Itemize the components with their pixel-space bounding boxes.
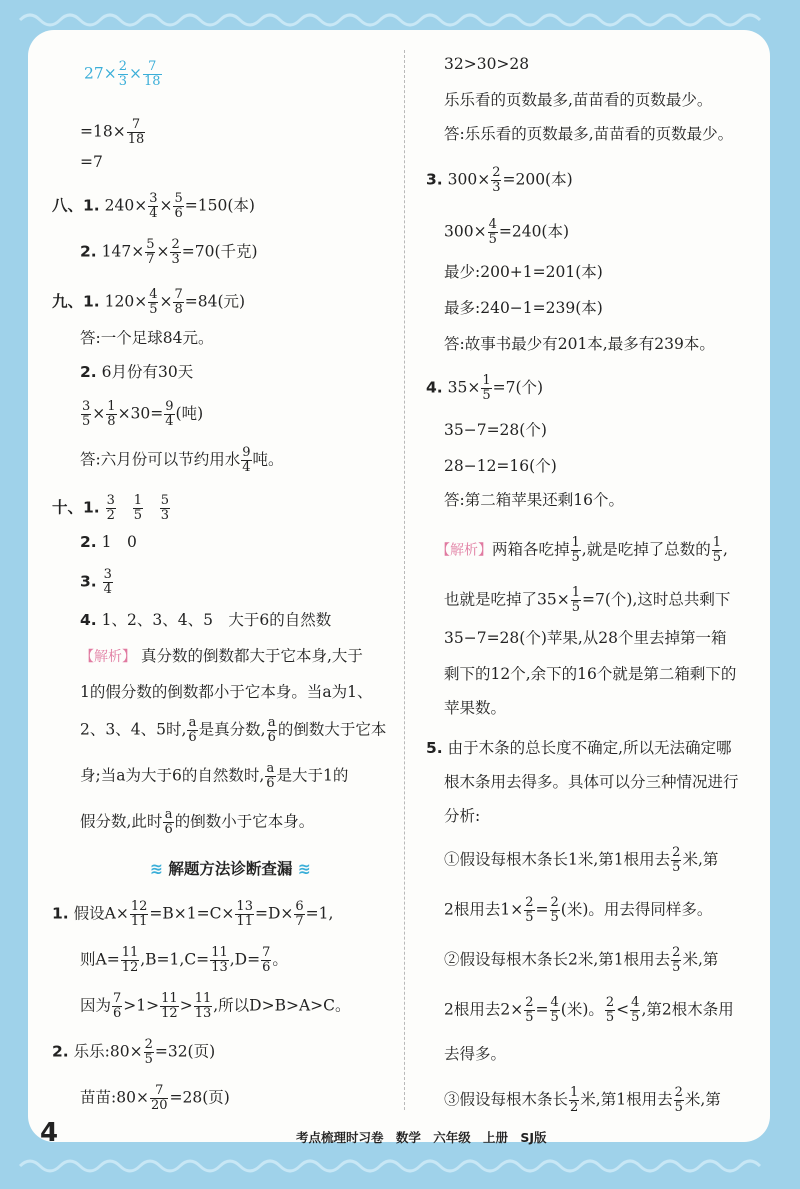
question-10-2: 2. 1 0 xyxy=(80,533,137,551)
text-line: 去得多。 xyxy=(444,1045,507,1063)
case-3: ③假设每根木条长 $\frac{1}{2}$ 米,第1根用去 $\frac{2}{5}$ 米,第 xyxy=(444,1085,721,1115)
calc-line: 因为 $\frac{7}{6}$ >1> $\frac{11}{12}$ > $\frac{11}{13}$ ,所以D>B>A>C。 xyxy=(80,991,351,1021)
page-number: 4 xyxy=(40,1118,59,1148)
answer-text: 答:第二箱苹果还剩16个。 xyxy=(444,491,624,509)
text-line: 根木条用去得多。具体可以分三种情况进行 xyxy=(444,773,739,791)
text-line: 乐乐看的页数最多,苗苗看的页数最少。 xyxy=(444,91,713,109)
question-3: 3. 300× $\frac{2}{3}$ =200(本) xyxy=(426,165,573,195)
calc-line: 最少:200+1=201(本) xyxy=(444,263,603,281)
column-divider xyxy=(404,50,405,1110)
analysis-line: 【解析】 真分数的倒数都大于它本身,大于 xyxy=(80,647,363,665)
calc-line: 则A= $\frac{11}{12}$ ,B=1,C= $\frac{11}{13}$ ,D= $\frac{7}{6}$ 。 xyxy=(80,945,288,975)
analysis-tag: 【解析】 xyxy=(436,542,492,559)
calc-line: =18× $\frac{7}{18}$ xyxy=(80,117,145,147)
case-1: ①假设每根木条长1米,第1根用去 $\frac{2}{5}$ 米,第 xyxy=(444,845,719,875)
analysis-line: 【解析】两箱各吃掉 $\frac{1}{5}$ ,就是吃掉了总数的 $\frac{1}{5}$ , xyxy=(436,535,728,565)
calc-line: 苗苗:80× $\frac{7}{20}$ =28(页) xyxy=(80,1083,230,1113)
analysis-line: 剩下的12个,余下的16个就是第二箱剩下的 xyxy=(444,665,737,683)
analysis-line: 假分数,此时 $\frac{a}{6}$ 的倒数小于它本身。 xyxy=(80,807,315,837)
answer-text: 答:六月份可以节约用水 $\frac{9}{4}$ 吨。 xyxy=(80,445,284,475)
text-line: 分析: xyxy=(444,807,481,825)
analysis-line: 1的假分数的倒数都小于它本身。当a为1、 xyxy=(80,683,373,701)
question-9-1: 九、1. 120× $\frac{4}{5}$ × $\frac{7}{8}$ =84(元) xyxy=(52,287,246,317)
method-1: 1. 假设A× $\frac{12}{11}$ =B×1=C× $\frac{13}{11}$ =D× $\frac{6}{7}$ =1, xyxy=(52,899,334,929)
calc-line: 2根用去2× $\frac{2}{5}$ = $\frac{4}{5}$ (米)。 $\frac{2}{5}$ < $\frac{4}{5}$ ,第2根木条用 xyxy=(444,995,734,1025)
analysis-line: 身;当a为大于6的自然数时, $\frac{a}{6}$ 是大于1的 xyxy=(80,761,349,791)
question-9-2: 2. 6月份有30天 xyxy=(80,363,194,381)
question-8-2: 2. 147× $\frac{5}{7}$ × $\frac{2}{3}$ =70(千克) xyxy=(80,237,258,267)
analysis-line: 苹果数。 xyxy=(444,699,507,717)
question-8-1: 八、1. 240× $\frac{3}{4}$ × $\frac{5}{6}$ =150(本) xyxy=(52,191,255,221)
calc-line: 27× $\frac{2}{3}$ × $\frac{7}{18}$ xyxy=(84,59,161,89)
analysis-line: 2、3、4、5时, $\frac{a}{6}$ 是真分数, $\frac{a}{6}$ 的倒数大于它本 xyxy=(80,715,387,745)
question-10-1: 十、1. $\frac{3}{2}$ $\frac{1}{5}$ $\frac{5}{3}$ xyxy=(52,493,170,523)
answer-text: 答:乐乐看的页数最多,苗苗看的页数最少。 xyxy=(444,125,734,143)
question-5: 5. 由于木条的总长度不确定,所以无法确定哪 xyxy=(426,739,732,757)
calc-line: 300× $\frac{4}{5}$ =240(本) xyxy=(444,217,570,247)
footer-book-info: 考点梳理时习卷 数学 六年级 上册 SJ版 xyxy=(296,1130,547,1145)
calc-line: 最多:240−1=239(本) xyxy=(444,299,603,317)
analysis-line: 35−7=28(个)苹果,从28个里去掉第一箱 xyxy=(444,629,727,647)
question-4: 4. 35× $\frac{1}{5}$ =7(个) xyxy=(426,373,544,403)
case-2: ②假设每根木条长2米,第1根用去 $\frac{2}{5}$ 米,第 xyxy=(444,945,719,975)
calc-line: 32>30>28 xyxy=(444,55,530,73)
calc-line: $\frac{3}{5}$ × $\frac{1}{8}$ ×30= $\frac{9}{4}$ (吨) xyxy=(82,399,204,429)
answer-text: 答:一个足球84元。 xyxy=(80,329,214,347)
analysis-tag: 【解析】 xyxy=(80,649,136,665)
method-2: 2. 乐乐:80× $\frac{2}{5}$ =32(页) xyxy=(52,1037,216,1067)
question-10-4: 4. 1、2、3、4、5 大于6的自然数 xyxy=(80,611,332,629)
answer-text: 答:故事书最少有201本,最多有239本。 xyxy=(444,335,715,353)
calc-line: 35−7=28(个) xyxy=(444,421,547,439)
question-10-3: 3. $\frac{3}{4}$ xyxy=(80,567,112,597)
calc-line: 28−12=16(个) xyxy=(444,457,557,475)
section-heading: ≋ 解题方法诊断查漏 ≋ xyxy=(150,860,311,878)
analysis-line: 也就是吃掉了35× $\frac{1}{5}$ =7(个),这时总共剩下 xyxy=(444,585,731,615)
calc-line: 2根用去1× $\frac{2}{5}$ = $\frac{2}{5}$ (米)。用去得同样多。 xyxy=(444,895,713,925)
calc-line: =7 xyxy=(80,153,103,171)
